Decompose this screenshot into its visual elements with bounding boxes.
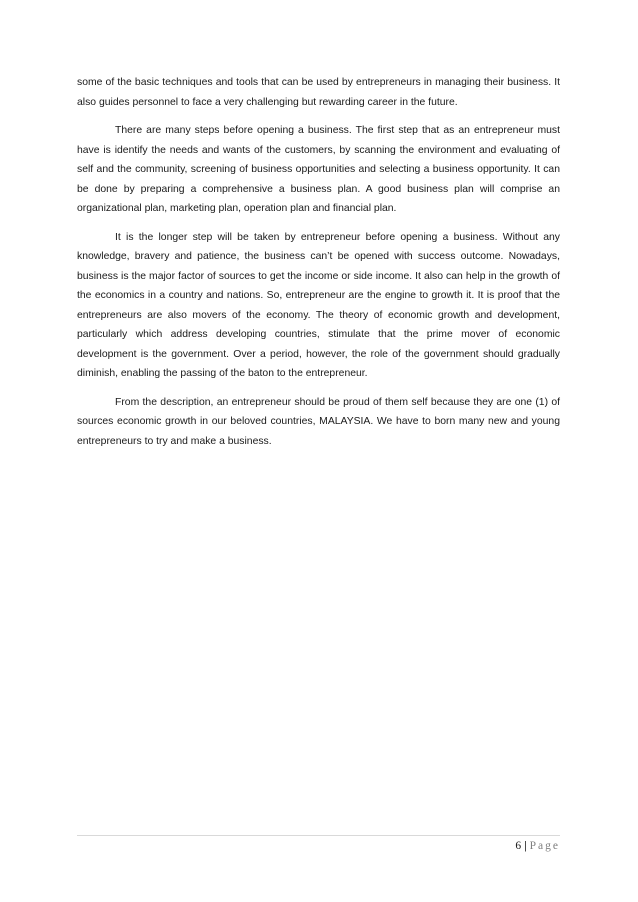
page-footer	[515, 840, 560, 852]
paragraph-continuation: some of the basic techniques and tools that can be used by entrepreneurs in managing their business. It also guides personnel to face a very challenging but rewarding career in the future.	[77, 77, 560, 108]
page-number: 6	[515, 840, 522, 852]
footer-separator: |	[524, 840, 527, 852]
paragraph-conclusion: From the description, an entrepreneur should be proud of them self because they are one (1) of sources economic growth in our beloved countries, MALAYSIA. We have to born many new and young entrepreneurs to try and make a business.	[77, 396, 560, 447]
page-label: Page	[529, 840, 560, 852]
paragraph-steps-before-business: There are many steps before opening a business. The first step that as an entrepreneur must have is identify the needs and wants of the customers, by scanning the environment and evaluating of self and the community, screening of business opportunities and selecting a business opportunity. It can be done by preparing a comprehensive a business plan. A good business plan will comprise an organizational plan, marketing plan, operation plan and financial plan.	[77, 125, 560, 214]
footer-divider	[77, 835, 560, 836]
paragraph-longer-step: It is the longer step will be taken by entrepreneur before opening a business. Without any knowledge, bravery and patience, the business can’t be opened with success outcome. Nowadays, business is the major factor of sources to get the income or side income. It also can help in the growth of the economics in a country and nations. So, entrepreneur are the engine to growth it. It is proof that the entrepreneurs are also movers of the economy. The theory of economic growth and development, particularly which address developing countries, stimulate that the prime mover of economic development is the government. Over a period, however, the role of the government should gradually diminish, enabling the passing of the baton to the entrepreneur.	[77, 231, 560, 379]
body-text	[77, 73, 560, 460]
